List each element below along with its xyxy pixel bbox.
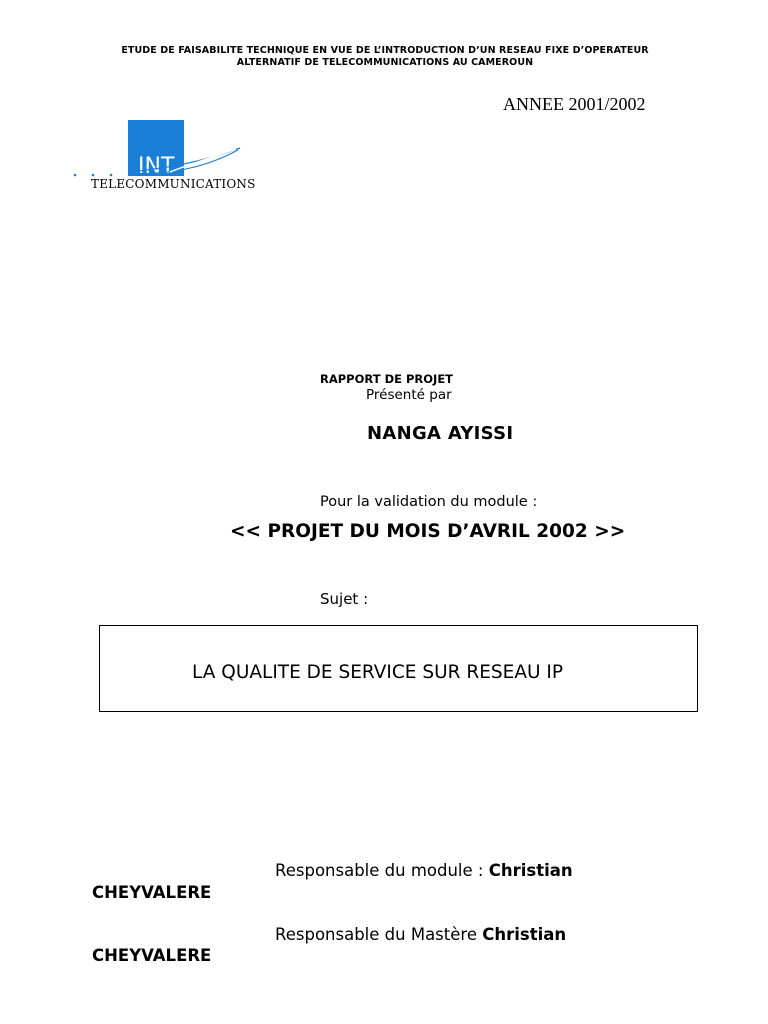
subject-label: Sujet : (320, 590, 369, 608)
mastere-responsible-first-name: Christian (482, 925, 567, 944)
organization-name: TELECOMMUNICATIONS (91, 177, 256, 191)
subject-box (99, 625, 698, 712)
module-responsible-first-name: Christian (488, 861, 573, 880)
presented-by-label: Présenté par (366, 387, 452, 403)
academic-year: ANNEE 2001/2002 (503, 94, 646, 114)
module-title: << PROJET DU MOIS D’AVRIL 2002 >> (230, 521, 626, 542)
module-responsible-line (275, 861, 573, 880)
author-name: NANGA AYISSI (367, 423, 514, 444)
logo-letters: INT (138, 154, 175, 179)
header-line-1: ETUDE DE FAISABILITE TECHNIQUE EN VUE DE L’INTRODUCTION D’UN RESEAU FIXE D’OPERATEUR (121, 45, 649, 56)
document-header (60, 45, 710, 69)
subject-title: LA QUALITE DE SERVICE SUR RESEAU IP (192, 662, 564, 683)
mastere-responsible-last-name: CHEYVALERE (92, 946, 212, 965)
validation-label: Pour la validation du module : (320, 494, 538, 510)
report-type: RAPPORT DE PROJET (320, 372, 454, 386)
module-responsible-last-name: CHEYVALERE (92, 883, 212, 902)
mastere-responsible-label: Responsable du Mastère (275, 925, 483, 944)
mastere-responsible-line (275, 925, 566, 944)
header-line-2: ALTERNATIF DE TELECOMMUNICATIONS AU CAMEROUN (236, 57, 534, 68)
module-responsible-label: Responsable du module : (275, 861, 489, 880)
